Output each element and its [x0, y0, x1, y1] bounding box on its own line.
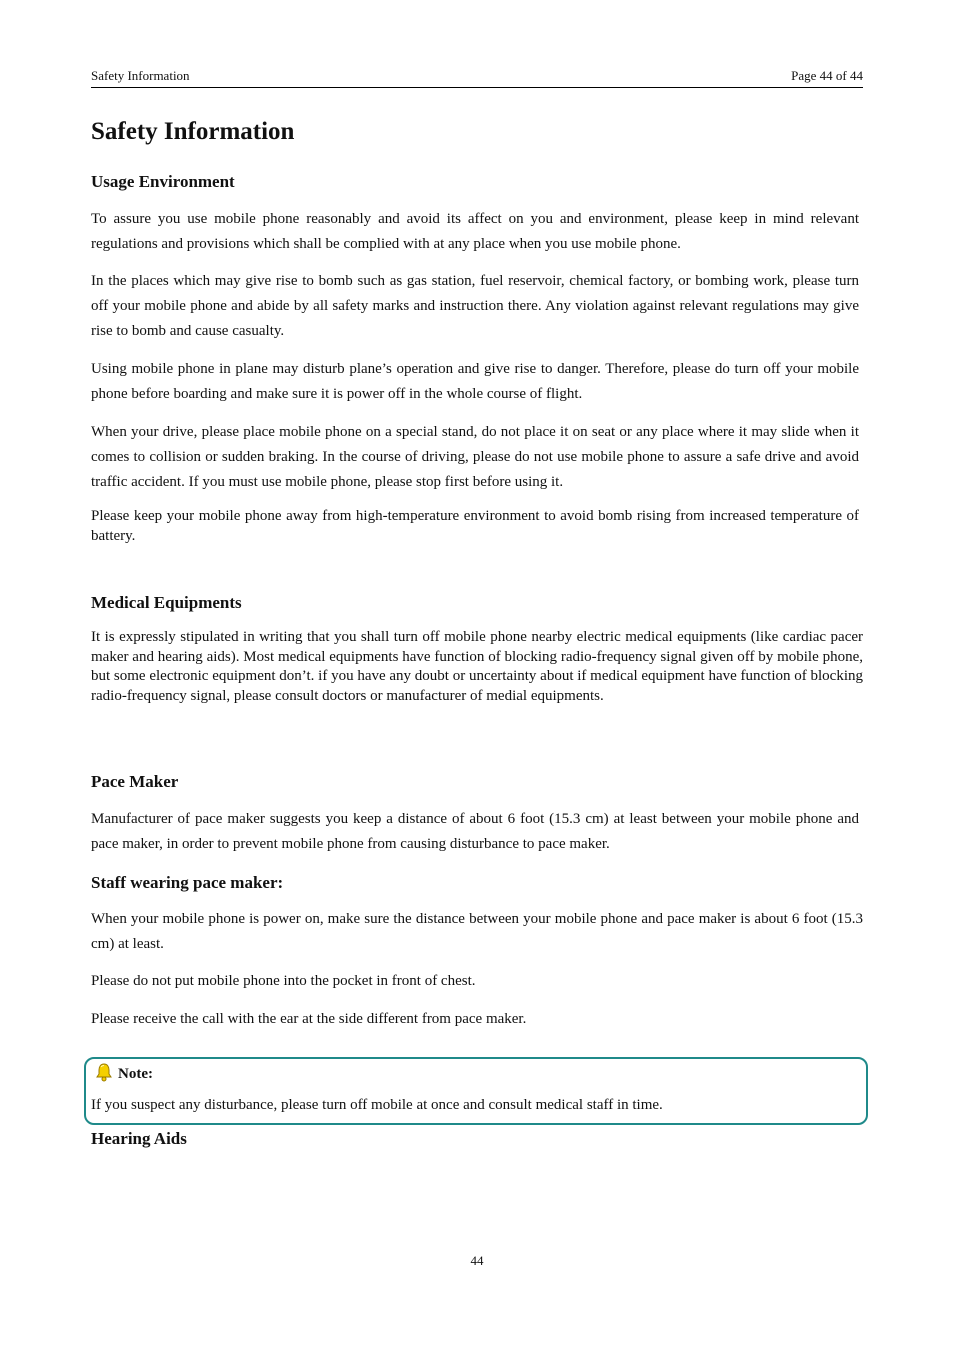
header-section-title: Safety Information	[91, 68, 190, 83]
page-footer-number: 44	[470, 1253, 484, 1268]
pace-paragraph-1: Manufacturer of pace maker suggests you keep a distance of about 6 foot (15.3 cm) at least between your mobile phone and pace maker, in order to prevent mobile phone from causing disturbance to pace maker.	[91, 811, 859, 852]
note-label: Note:	[118, 1066, 153, 1082]
header-page-counter: Page 44 of 44	[791, 68, 863, 83]
usage-paragraph-3: Using mobile phone in plane may disturb plane’s operation and give rise to danger. Therefore, please do turn off your mobile phone before boarding and make sure it is power off in the whole course of flight.	[91, 361, 859, 402]
page-header	[91, 68, 863, 88]
heading-medical-equipments: Medical Equipments	[91, 593, 242, 612]
heading-hearing-aids: Hearing Aids	[91, 1129, 187, 1148]
staff-paragraph-3: Please receive the call with the ear at the side different from pace maker.	[91, 1011, 527, 1027]
staff-paragraph-2: Please do not put mobile phone into the pocket in front of chest.	[91, 973, 476, 989]
note-box	[84, 1057, 868, 1125]
heading-usage-environment: Usage Environment	[91, 172, 235, 191]
bell-icon	[94, 1062, 114, 1082]
page-title: Safety Information	[91, 118, 295, 145]
staff-paragraph-1: When your mobile phone is power on, make sure the distance between your mobile phone and pace maker is about 6 foot (15.3 cm) at least.	[91, 911, 863, 952]
note-text: If you suspect any disturbance, please turn off mobile at once and consult medical staff in time.	[91, 1097, 663, 1113]
medical-paragraph-1: It is expressly stipulated in writing that you shall turn off mobile phone nearby electric medical equipments (like cardiac pacer maker and hearing aids). Most medical equipments have function of blocking radio-frequency signal given off by mobile phone, but some electronic equipment don’t. if you have any doubt or uncertainty about if medical equipment have function of blocking radio-frequency signal, please consult doctors or manufacturer of medial equipments.	[91, 629, 864, 704]
note-heading	[94, 1062, 153, 1084]
heading-staff-wearing-pace-maker: Staff wearing pace maker:	[91, 873, 284, 892]
usage-paragraph-2: In the places which may give rise to bomb such as gas station, fuel reservoir, chemical factory, or bombing work, please turn off your mobile phone and abide by all safety marks and instruction there. Any violation against relevant regulations may give rise to bomb and cause casualty.	[91, 273, 859, 339]
usage-paragraph-4: When your drive, please place mobile phone on a special stand, do not place it on seat or any place where it may slide when it comes to collision or sudden braking. In the course of driving, please do not use mobile phone to assure a safe drive and avoid traffic accident. If you must use mobile phone, please stop first before using it.	[91, 424, 859, 490]
usage-paragraph-1: To assure you use mobile phone reasonably and avoid its affect on you and environment, please keep in mind relevant regulations and provisions which shall be complied with at any place when you use mobile phone.	[91, 211, 859, 252]
usage-paragraph-5: Please keep your mobile phone away from high-temperature environment to avoid bomb rising from increased temperature of battery.	[91, 508, 859, 544]
heading-pace-maker: Pace Maker	[91, 772, 179, 791]
